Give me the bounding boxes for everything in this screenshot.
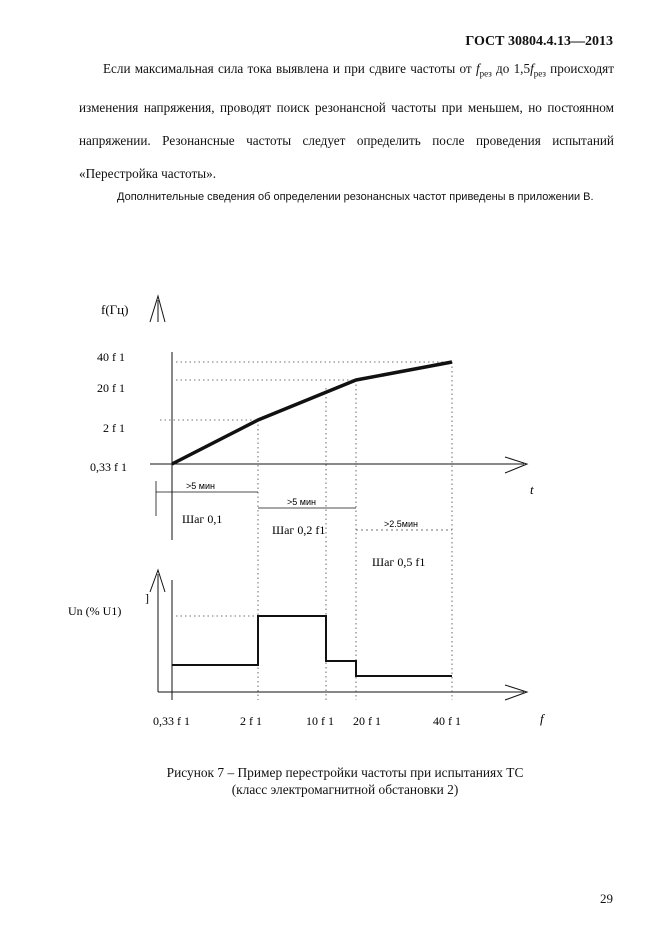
figure-caption [0, 764, 661, 798]
tick-20f1: 20 f 1 [97, 381, 125, 395]
x-tick-10f1: 10 f 1 [306, 714, 334, 728]
p1-text-a: Если максимальная сила тока выявлена и при сдвиге частоты от [103, 61, 476, 76]
p1-text-b: до 1,5 [491, 61, 531, 76]
top-y-axis-label: f(Гц) [101, 302, 129, 317]
duration-2-label: >5 мин [287, 497, 316, 507]
caption-line-1: Рисунок 7 – Пример перестройки частоты при испытаниях ТС [166, 765, 524, 780]
res-subscript: рез [479, 68, 492, 79]
bracket-mark: ] [145, 591, 149, 605]
voltage-step-line [172, 616, 452, 676]
x-tick-2f1: 2 f 1 [240, 714, 262, 728]
standard-header: ГОСТ 30804.4.13—2013 [465, 34, 613, 49]
duration-3-label: >2.5мин [384, 519, 418, 529]
tick-40f1: 40 f 1 [97, 350, 125, 364]
tick-2f1: 2 f 1 [103, 421, 125, 435]
p1-text-c: происходят изменения напряжения, проводят поиск резонансной частоты при меньшем, но постоянном напряжении. Резонансные частоты следует определить после проведения испытаний «Перестройка частоты». [79, 61, 614, 181]
page-number: 29 [600, 891, 613, 906]
tick-033f1: 0,33 f 1 [90, 460, 127, 474]
top-x-axis-label: t [530, 482, 534, 497]
frequency-ramp-line [172, 362, 452, 464]
top-x-axis-arrow [505, 457, 527, 473]
bottom-y-axis-label: Un (% U1) [68, 604, 122, 618]
step-3-label: Шаг 0,5 f1 [372, 555, 426, 569]
f-symbol: f [475, 61, 480, 76]
caption-line-2: (класс электромагнитной обстановки 2) [231, 782, 459, 797]
x-tick-20f1: 20 f 1 [353, 714, 381, 728]
res-subscript: рез [533, 68, 546, 79]
bottom-x-axis-label: f [540, 711, 544, 726]
x-tick-033f1: 0,33 f 1 [153, 714, 190, 728]
step-2-label: Шаг 0,2 f1 [272, 523, 326, 537]
f-symbol: f [530, 61, 534, 76]
x-tick-40f1: 40 f 1 [433, 714, 461, 728]
step-1-label: Шаг 0,1 [182, 512, 223, 526]
p2-text: Дополнительные сведения об определении резонансных частот приведены в приложении В. [117, 191, 594, 203]
duration-1-label: >5 мин [186, 481, 215, 491]
